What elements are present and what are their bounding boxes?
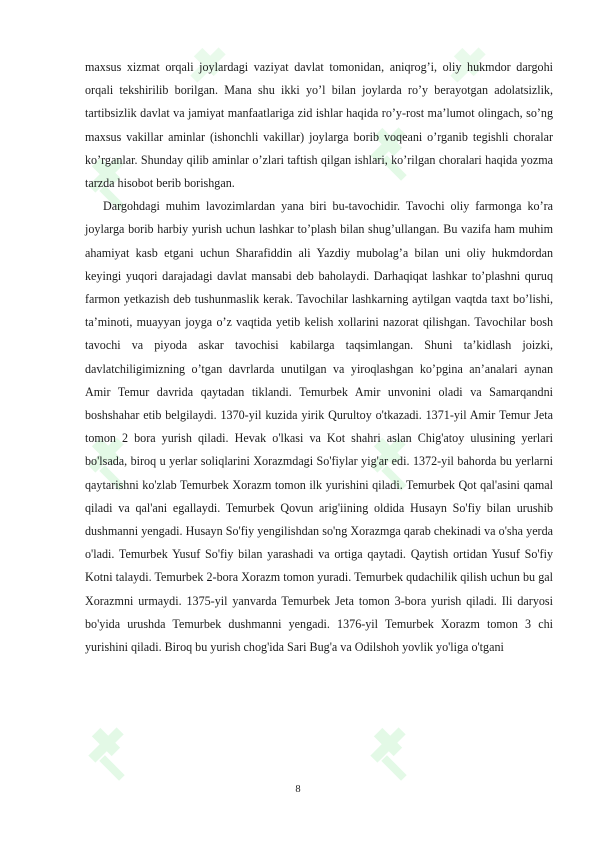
- watermark-icon: [78, 720, 142, 784]
- paragraph-continued: maxsus xizmat orqali joylardagi vaziyat davlat tomonidan, aniqrog’i, oliy hukmdor dargohi orqali tekshirilib borilgan. Mana shu ikki yo’l bilan joylarda ro’y berayotgan adolatsizlik, tartibsizlik davlat va jamiyat manfaatlariga zid ishlar haqida ro’y-rost ma’lumot olingach, so’ng maxsus vakillar aminlar (ishonchli vakillar) joylarga borib voqeani o’rganib tegishli choralar ko’rganlar. Shunday qilib aminlar o’zlari taftish qilgan ishlari, ko’rilgan choralari haqida yozma tarzda hisobot berib borishgan.: [85, 60, 553, 191]
- watermark-icon: [360, 720, 424, 784]
- paragraph-tavochi: Dargohdagi muhim lavozimlardan yana biri bu-tavochidir. Tavochi oliy farmonga ko’ra joylarga borib harbiy yurish uchun lashkar to’plash bilan shug’ullangan. Bu vazifa ham muhim ahamiyat kasb etgani uchun Sharafiddin ali Yazdiy mubolag’a bilan uni oliy hukmdordan keyingi yuqori darajadagi davlat mansabi deb baholaydi. Darhaqiqat lashkar to’plashni quruq farmon yetkazish deb tushunmaslik kerak. Tavochilar lashkarning aytilgan vaqtda taxt bo’lishi, ta’minoti, muayyan joyga o’z vaqtida yetib kelish xollarini nazorat qilishgan. Tavochilar bosh tavochi va piyoda askar tavochisi kabilarga taqsimlangan. Shuni ta’kidlash joizki, davlatchiligimizning o’tgan davrlarda unutilgan va yiroqlashgan ko’pgina an’analari aynan Amir Temur davrida qaytadan tiklandi. Temurbek Amir unvonini oladi va Samarqandni boshshahar etib belgilaydi. 1370-yil kuzida yirik Qurultoy o'tkazadi. 1371-yil Amir Temur Jeta tomon 2 bora yurish qiladi. Hevak o'lkasi va Kot shahri aslan Chig'atoy ulusining yerlari bo'lsada, biroq u yerlar soliqlarini Xorazmdagi So'fiylar yig'ar edi. 1372-yil bahorda bu yerlarni qaytarishni ko'zlab Temurbek Xorazm tomon ilk yurishini qiladi. Temurbek Qot qal'asini qamal qiladi va qal'ani egallaydi. Temurbek Qovun arig'iining oldida Husayn So'fiy bilan urushib dushmanni yengadi. Husayn So'fiy yengilishdan so'ng Xorazmga qarab chekinadi va o'sha yerda o'ladi. Temurbek Yusuf So'fiy bilan yarashadi va ortiga qaytadi. Qaytish ortidan Yusuf So'fiy Kotni talaydi. Temurbek 2-bora Xorazm tomon yuradi. Temurbek qudachilik qilish uchun bu gal Xorazmni urmaydi. 1375-yil yanvarda Temurbek Jeta tomon 3-bora yurish qiladi. Ili daryosi bo'yida urushda Temurbek dushmanni yengadi. 1376-yil Temurbek Xorazm tomon 3 chi yurishini qiladi. Biroq bu yurish chog'ida Sari Bug'a va Odilshoh yovlik yo'liga o'tgani: [85, 199, 553, 655]
- page-number: 8: [295, 784, 301, 795]
- body-text: [85, 56, 553, 659]
